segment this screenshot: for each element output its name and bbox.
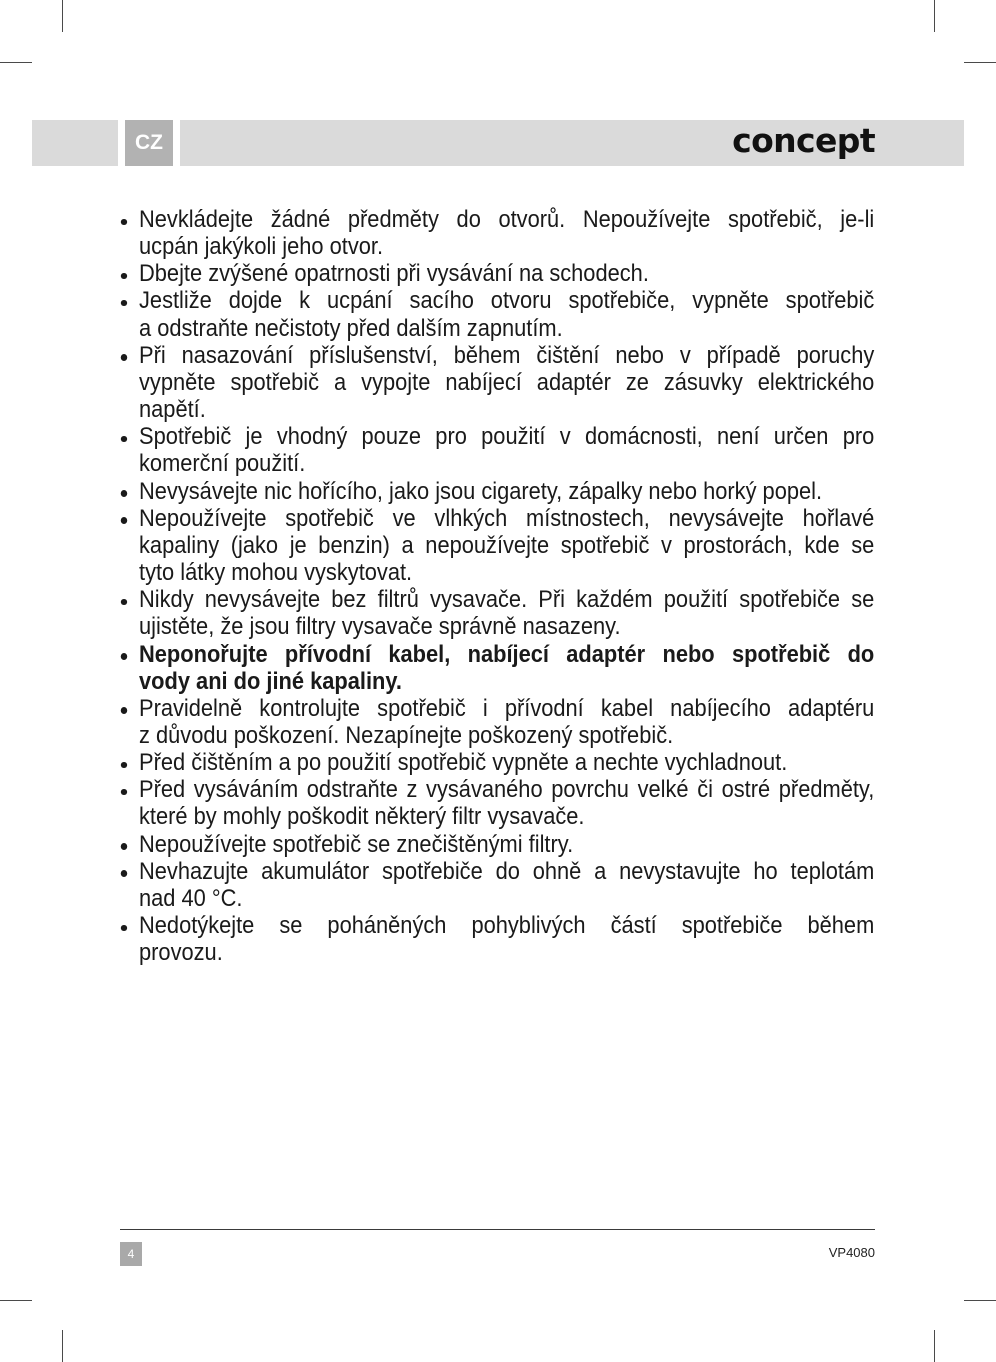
language-badge: CZ	[125, 120, 173, 166]
item-line: nad 40 °C.	[139, 884, 243, 912]
item-line: Dbejte zvýšené opatrnosti při vysávání na schodech.	[139, 260, 649, 288]
list-item	[139, 831, 874, 858]
item-line: ujistěte, že jsou filtry vysavače správně nasazeny.	[139, 613, 621, 641]
item-line: Nepoužívejte spotřebič se znečištěnými filtry.	[139, 830, 574, 858]
item-line: Spotřebič je vhodný pouze pro použití v domácnosti, není určen pro	[139, 423, 875, 451]
list-item	[139, 912, 874, 966]
list-item	[139, 858, 874, 912]
safety-instructions-list	[139, 206, 874, 966]
item-line: vypněte spotřebič a vypojte nabíjecí adaptér ze zásuvky elektrického	[139, 368, 875, 396]
crop-mark-bottom-left-vertical	[62, 1330, 63, 1362]
list-item-warning	[139, 641, 874, 695]
bullet-icon	[121, 599, 127, 606]
item-line: napětí.	[139, 396, 206, 424]
bullet-icon	[121, 653, 127, 660]
bullet-icon	[121, 273, 127, 280]
list-item	[139, 260, 874, 287]
list-item	[139, 749, 874, 776]
bullet-icon	[121, 517, 127, 524]
item-line: Při nasazování příslušenství, během čištění nebo v případě poruchy	[139, 341, 875, 369]
bullet-icon	[121, 789, 127, 796]
item-line: Nikdy nevysávejte bez filtrů vysavače. Při každém použití spotřebiče se	[139, 586, 875, 614]
item-line: Jestliže dojde k ucpání sacího otvoru spotřebiče, vypněte spotřebič	[139, 287, 875, 315]
crop-mark-top-left-horizontal	[0, 62, 32, 63]
crop-mark-bottom-right-horizontal	[964, 1300, 996, 1301]
crop-mark-top-right-vertical	[934, 0, 935, 32]
list-item	[139, 287, 874, 341]
bullet-icon	[121, 707, 127, 714]
item-line: Před čištěním a po použití spotřebič vypněte a nechte vychladnout.	[139, 749, 788, 777]
item-line: Neponořujte přívodní kabel, nabíjecí adaptér nebo spotřebič do	[139, 640, 875, 668]
item-line: komerční použití.	[139, 450, 306, 478]
crop-mark-top-left-vertical	[62, 0, 63, 32]
bullet-icon	[121, 300, 127, 307]
bullet-icon	[121, 762, 127, 769]
bullet-icon	[121, 490, 127, 497]
item-line: provozu.	[139, 939, 223, 967]
item-line: tyto látky mohou vyskytovat.	[139, 559, 413, 587]
bullet-icon	[121, 870, 127, 877]
list-item	[139, 776, 874, 830]
crop-mark-top-right-horizontal	[964, 62, 996, 63]
list-item	[139, 505, 874, 586]
item-line: Pravidelně kontrolujte spotřebič i přívodní kabel nabíjecího adaptéru	[139, 694, 875, 722]
list-item	[139, 478, 874, 505]
item-line: Nedotýkejte se poháněných pohyblivých částí spotřebiče během	[139, 912, 875, 940]
item-line: vody ani do jiné kapaliny.	[139, 667, 402, 695]
list-item	[139, 586, 874, 640]
header-band-left	[32, 120, 118, 166]
list-item	[139, 342, 874, 423]
item-line: které by mohly poškodit některý filtr vysavače.	[139, 803, 585, 831]
bullet-icon	[121, 436, 127, 443]
item-line: z důvodu poškození. Nezapínejte poškozený spotřebič.	[139, 721, 674, 749]
item-line: Nepoužívejte spotřebič ve vlhkých místnostech, nevysávejte hořlavé	[139, 504, 875, 532]
page-number: 4	[120, 1242, 142, 1266]
bullet-icon	[121, 925, 127, 932]
footer-divider	[120, 1229, 875, 1230]
item-line: Před vysáváním odstraňte z vysávaného povrchu velké či ostré předměty,	[139, 776, 875, 804]
item-line: Nevkládejte žádné předměty do otvorů. Nepoužívejte spotřebič, je-li	[139, 206, 875, 233]
item-line: a odstraňte nečistoty před dalším zapnutím.	[139, 314, 563, 342]
crop-mark-bottom-left-horizontal	[0, 1300, 32, 1301]
model-number: VP4080	[828, 1245, 875, 1260]
item-line: ucpán jakýkoli jeho otvor.	[139, 233, 384, 261]
header-band	[180, 120, 964, 166]
bullet-icon	[121, 219, 127, 226]
crop-mark-bottom-right-vertical	[934, 1330, 935, 1362]
brand-logo: concept	[732, 121, 875, 160]
item-line: kapaliny (jako je benzin) a nepoužívejte spotřebič v prostorách, kde se	[139, 531, 875, 559]
list-item	[139, 695, 874, 749]
item-line: Nevysávejte nic hořícího, jako jsou cigarety, zápalky nebo horký popel.	[139, 477, 823, 505]
item-line: Nevhazujte akumulátor spotřebiče do ohně a nevystavujte ho teplotám	[139, 857, 875, 885]
list-item	[139, 423, 874, 477]
list-item	[139, 206, 874, 260]
bullet-icon	[121, 843, 127, 850]
bullet-icon	[121, 354, 127, 361]
